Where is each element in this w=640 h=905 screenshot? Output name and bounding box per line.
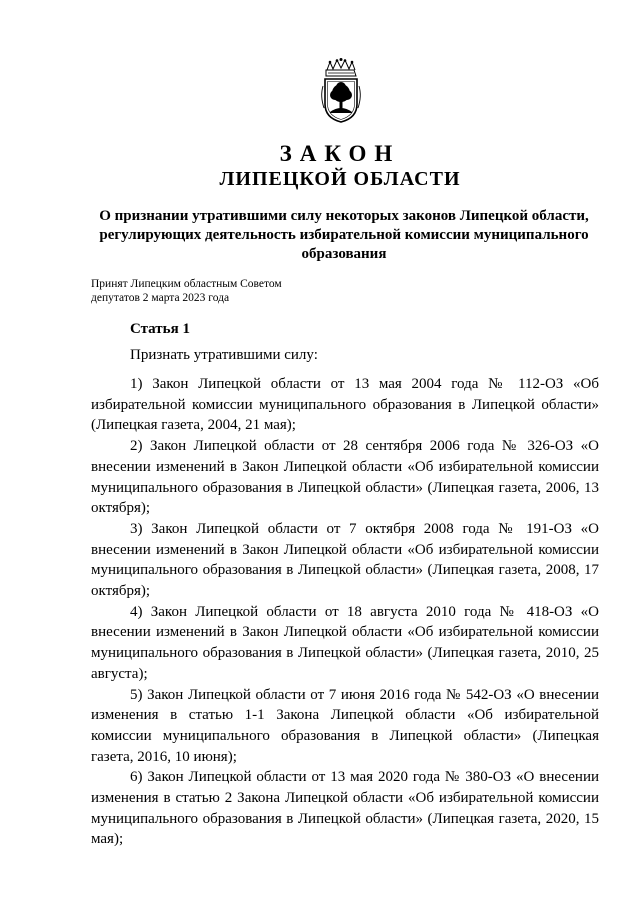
article-items bbox=[91, 374, 599, 850]
document-title: ЗАКОН bbox=[279, 141, 401, 166]
adoption-note bbox=[91, 277, 282, 305]
list-item: 4) Закон Липецкой области от 18 августа 2010 года № 418-ОЗ «О внесении изменений в Закон Липецкой области «Об избирательной комиссии муниципального образования в Липецкой области» (Липецкая газета, 2010, 25 августа); bbox=[91, 603, 599, 682]
adoption-note-line-2: депутатов 2 марта 2023 года bbox=[91, 292, 230, 304]
adoption-note-line-1: Принят Липецким областным Советом bbox=[91, 278, 282, 290]
article-intro: Признать утратившими силу: bbox=[130, 347, 318, 363]
list-item: 3) Закон Липецкой области от 7 октября 2008 года № 191-ОЗ «О внесении изменений в Закон Липецкой области «Об избирательной комиссии муниципального образования в Липецкой области» (Липецкая газета, 2008, 17 октября); bbox=[91, 520, 599, 600]
lipetsk-coat-of-arms-icon bbox=[318, 58, 364, 124]
document-region: ЛИПЕЦКОЙ ОБЛАСТИ bbox=[219, 168, 461, 190]
list-item: 5) Закон Липецкой области от 7 июня 2016 года № 542-ОЗ «О внесении изменения в статью 1-1 Закона Липецкой области «Об избирательной комиссии муниципального образования в Липецкой области» (Липецкая газета, 2016, 10 июня); bbox=[91, 686, 599, 765]
list-item: 6) Закон Липецкой области от 13 мая 2020 года № 380-ОЗ «О внесении изменения в статью 2 Закона Липецкой области «Об избирательной комиссии муниципального образования в Липецкой области» (Липецкая газета, 2020, 15 мая); bbox=[91, 769, 599, 848]
list-item: 1) Закон Липецкой области от 13 мая 2004 года № 112-ОЗ «Об избирательной комиссии муниципального образования в Липецкой области» (Липецкая газета, 2004, 21 мая); bbox=[91, 376, 599, 434]
law-heading: О признании утратившими силу некоторых законов Липецкой области, регулирующих деятельность избирательной комиссии муниципального образования bbox=[99, 208, 589, 262]
article-title: Статья 1 bbox=[130, 321, 190, 337]
list-item: 2) Закон Липецкой области от 28 сентября 2006 года № 326-ОЗ «О внесении изменений в Закон Липецкой области «Об избирательной комиссии муниципального образования в Липецкой области» (Липецкая газета, 2006, 13 октября); bbox=[91, 438, 599, 517]
